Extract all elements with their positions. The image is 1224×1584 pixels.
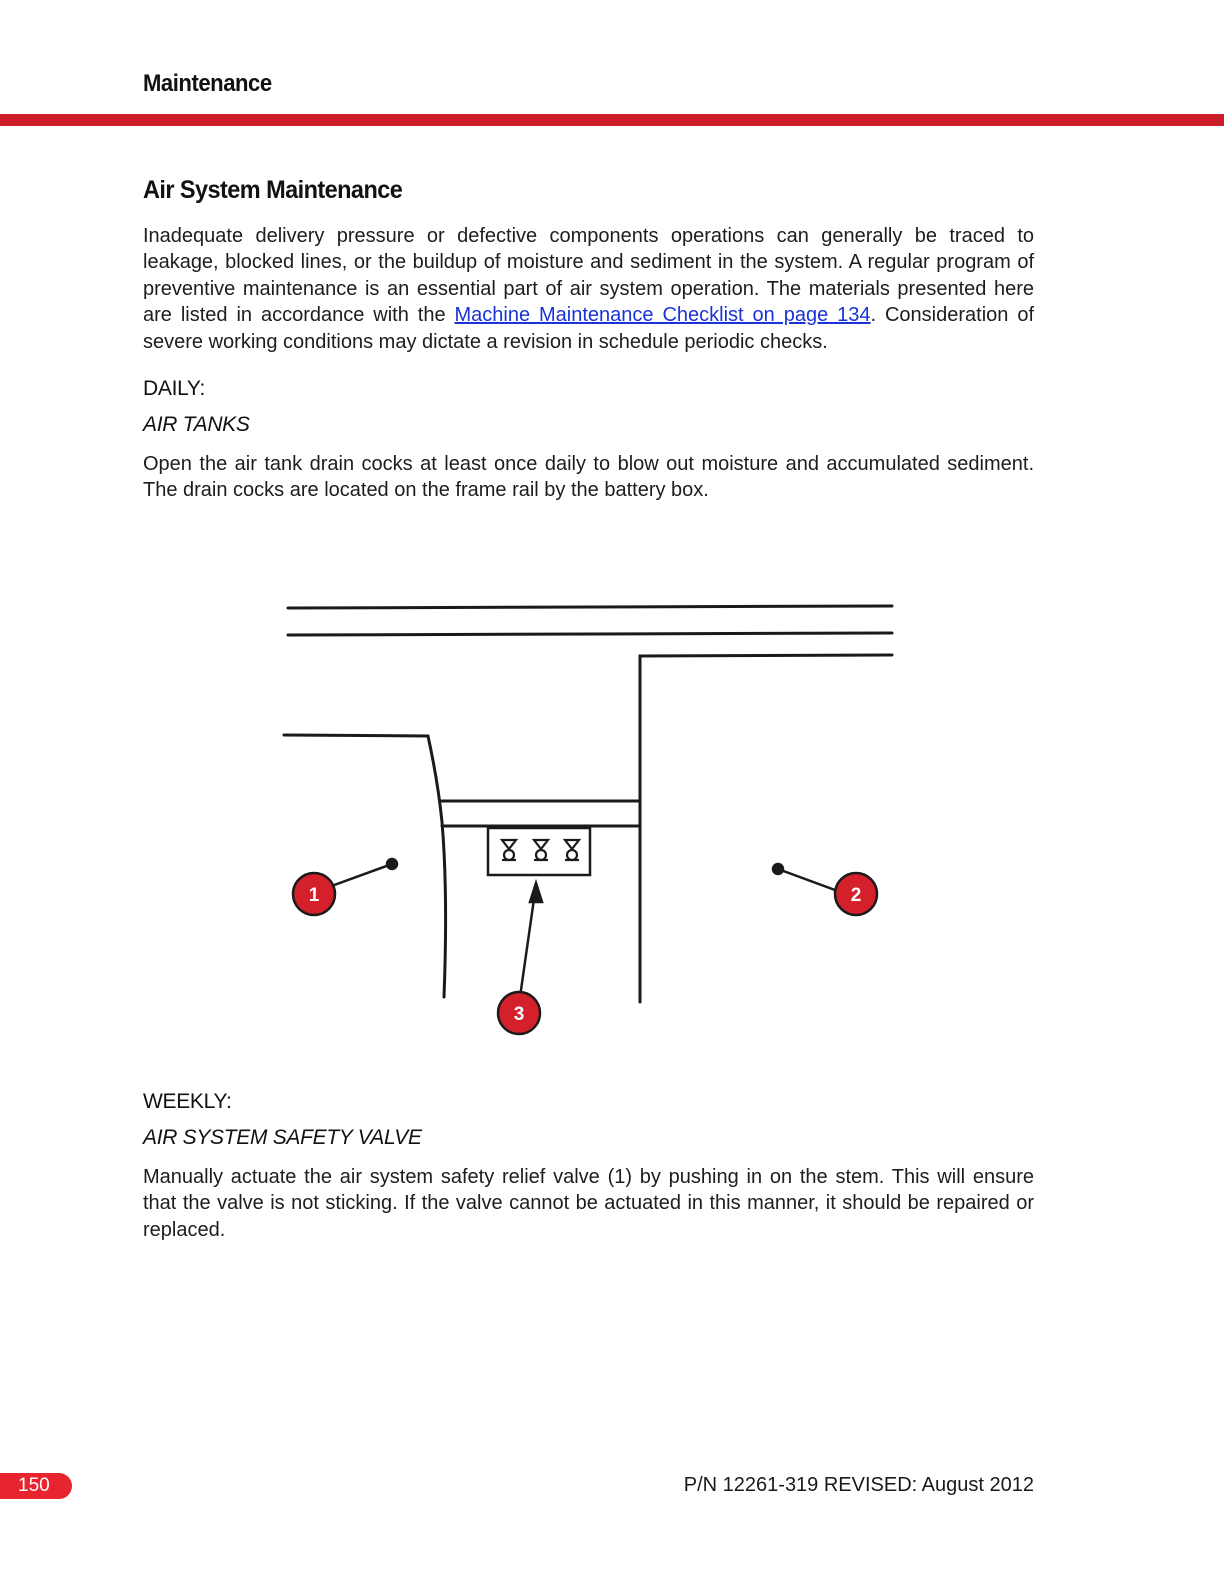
- intro-paragraph: [143, 223, 1034, 355]
- callout-2-leader: [778, 869, 835, 890]
- drain-cocks: [502, 840, 579, 860]
- air-tanks-paragraph: Open the air tank drain cocks at least once daily to blow out moisture and accumulated sediment. The drain cocks are located on the frame rail by the battery box.: [143, 453, 1034, 502]
- section-title: Air System Maintenance: [143, 176, 403, 204]
- callout-2-dot: [773, 864, 783, 874]
- intro-text-after-link: . Consideration of severe working conditions may dictate a revision in schedule periodic checks.: [143, 304, 1034, 353]
- weekly-heading: WEEKLY:: [143, 1090, 232, 1113]
- battery-box-outline: [640, 655, 892, 1002]
- callout-3: [498, 992, 540, 1034]
- part-number-revision: P/N 12261-319 REVISED: August 2012: [683, 1474, 1034, 1496]
- drain-cock-icon: [534, 840, 548, 860]
- drain-cock-icon: [502, 840, 516, 860]
- frame-rail-top-line: [288, 606, 892, 608]
- weekly-section: [143, 1090, 1034, 1243]
- page-number-tab: 150: [0, 1473, 72, 1499]
- air-tank-outline: [284, 735, 446, 997]
- callout-1-leader: [326, 864, 392, 888]
- callout-3-arrowhead: [530, 883, 542, 902]
- safety-valve-subheading: AIR SYSTEM SAFETY VALVE: [143, 1126, 422, 1149]
- drain-cock-icon: [565, 840, 579, 860]
- callout-3-leader: [520, 892, 535, 997]
- intro-text-before-link: Inadequate delivery pressure or defective components operations can generally be traced to leakage, blocked lines, or the buildup of moisture and sediment in the system. A regular program of preventive maintenance is an essential part of air system operation. The materials presented here are listed in accordance with the: [143, 225, 1034, 327]
- page-header-title: Maintenance: [143, 70, 272, 97]
- callout-3-label: 3: [513, 1004, 525, 1025]
- callout-1-dot: [387, 859, 397, 869]
- main-content: [143, 176, 1034, 504]
- callout-1-label: 1: [308, 885, 320, 906]
- callout-2: [835, 873, 877, 915]
- daily-heading: DAILY:: [143, 377, 206, 401]
- header-rule: [0, 114, 1224, 126]
- frame-rail-bottom-line: [288, 633, 892, 635]
- air-tanks-subheading: AIR TANKS: [143, 413, 250, 437]
- callout-1: [293, 873, 335, 915]
- air-tank-drain-diagram: [280, 592, 900, 1042]
- safety-valve-paragraph: Manually actuate the air system safety relief valve (1) by pushing in on the stem. This will ensure that the valve is not sticking. If the valve cannot be actuated in this manner, it should be repaired or replaced.: [143, 1166, 1034, 1241]
- maintenance-checklist-link[interactable]: Machine Maintenance Checklist on page 134: [454, 304, 871, 327]
- callout-2-label: 2: [850, 885, 862, 906]
